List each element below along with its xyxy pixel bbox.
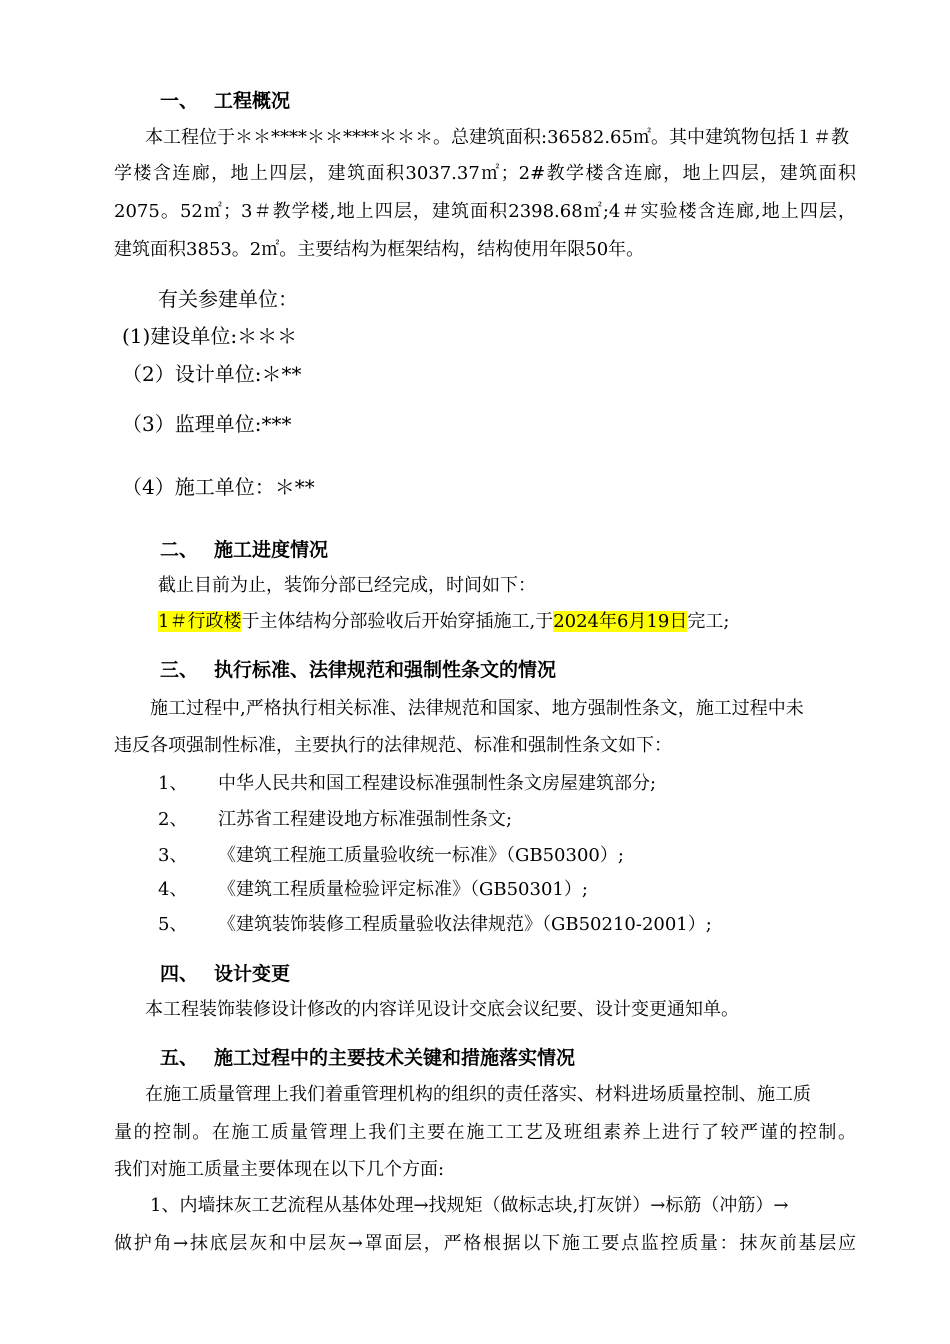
section-5-paragraph-line-2: 量的控制。在施工质量管理上我们主要在施工工艺及班组素养上进行了较严谨的控制。: [114, 1122, 856, 1143]
section-5-paragraph-line-1: 在施工质量管理上我们着重管理机构的组织的责任落实、材料进场质量控制、施工质: [145, 1084, 811, 1105]
standard-item-number: 5、: [158, 914, 188, 935]
unit-supervision: （3）监理单位:***: [122, 412, 292, 436]
section-4-title: 设计变更: [214, 963, 291, 985]
units-title: 有关参建单位：: [158, 287, 298, 311]
section-1-heading: [160, 89, 290, 113]
standard-item: [158, 808, 512, 832]
section-5-paragraph-line-4: 1、内墙抹灰工艺流程从基体处理→找规矩（做标志块,打灰饼）→标筋（冲筋）→: [150, 1195, 789, 1216]
schedule-text: 于主体结构分部验收后开始穿插施工,于: [241, 611, 554, 632]
section-3-paragraph-line-2: 违反各项强制性标准，主要执行的法律规范、标准和强制性条文如下：: [114, 735, 672, 756]
standard-item-text: 《建筑工程施工质量验收统一标准》（GB50300）;: [218, 845, 624, 866]
section-1-number: 一、: [160, 90, 199, 112]
section-5-paragraph-line-3: 我们对施工质量主要体现在以下几个方面:: [114, 1159, 445, 1180]
unit-design: （2）设计单位:＊**: [122, 362, 302, 386]
section-3-title: 执行标准、法律规范和强制性条文的情况: [214, 659, 557, 681]
standard-item: [158, 844, 624, 868]
section-1-paragraph-line-3: 2075。52㎡；3＃教学楼,地上四层，建筑面积2398.68㎡;4＃实验楼含连廊,地上四层，: [114, 201, 856, 222]
section-4-number: 四、: [160, 963, 199, 985]
standard-item-text: 《建筑工程质量检验评定标准》（GB50301）;: [218, 879, 588, 900]
section-2-number: 二、: [160, 539, 199, 561]
standard-item-number: 3、: [158, 845, 188, 866]
section-4-paragraph: 本工程装饰装修设计修改的内容详见设计交底会议纪要、设计变更通知单。: [145, 999, 739, 1020]
section-3-heading: [160, 658, 556, 682]
section-1-paragraph-line-2: 学楼含连廊，地上四层，建筑面积3037.37㎡；2#教学楼含连廊，地上四层，建筑面积: [114, 163, 856, 184]
section-2-heading: [160, 538, 328, 562]
section-3-paragraph-line-1: 施工过程中,严格执行相关标准、法律规范和国家、地方强制性条文，施工过程中未: [150, 698, 804, 719]
unit-construction: (1)建设单位:＊＊＊: [122, 324, 298, 348]
section-5-paragraph-line-5: 做护角→抹底层灰和中层灰→罩面层，严格根据以下施工要点监控质量：抹灰前基层应: [114, 1233, 856, 1254]
section-1-paragraph-line-1: 本工程位于＊＊****＊＊****＊＊＊。总建筑面积:36582.65㎡。其中建筑物包括１＃教: [145, 127, 849, 148]
section-4-heading: [160, 962, 290, 986]
standard-item-number: 4、: [158, 879, 188, 900]
highlight-building: 1＃行政楼: [158, 611, 242, 632]
standard-item: [158, 878, 588, 902]
section-2-title: 施工进度情况: [214, 539, 329, 561]
section-5-number: 五、: [160, 1047, 199, 1069]
standard-item-number: 1、: [158, 773, 188, 794]
section-5-heading: [160, 1046, 575, 1070]
highlight-date: 2024年6月19日: [553, 611, 688, 632]
standard-item-number: 2、: [158, 809, 188, 830]
section-1-title: 工程概况: [214, 90, 291, 112]
section-1-paragraph-line-4: 建筑面积3853。2㎡。主要结构为框架结构，结构使用年限50年。: [114, 239, 645, 260]
standard-item-text: 中华人民共和国工程建设标准强制性条文房屋建筑部分;: [218, 773, 657, 794]
section-2-paragraph-line-2: [158, 610, 729, 634]
schedule-end: 完工;: [687, 611, 730, 632]
unit-contractor: （4）施工单位：＊**: [122, 475, 315, 499]
standard-item-text: 《建筑装饰装修工程质量验收法律规范》（GB50210-2001）;: [218, 914, 712, 935]
standard-item: [158, 913, 712, 937]
section-5-title: 施工过程中的主要技术关键和措施落实情况: [214, 1047, 576, 1069]
standard-item: [158, 772, 656, 796]
standard-item-text: 江苏省工程建设地方标准强制性条文;: [218, 809, 513, 830]
section-3-number: 三、: [160, 659, 199, 681]
section-2-paragraph-line-1: 截止目前为止，装饰分部已经完成，时间如下：: [158, 575, 536, 596]
